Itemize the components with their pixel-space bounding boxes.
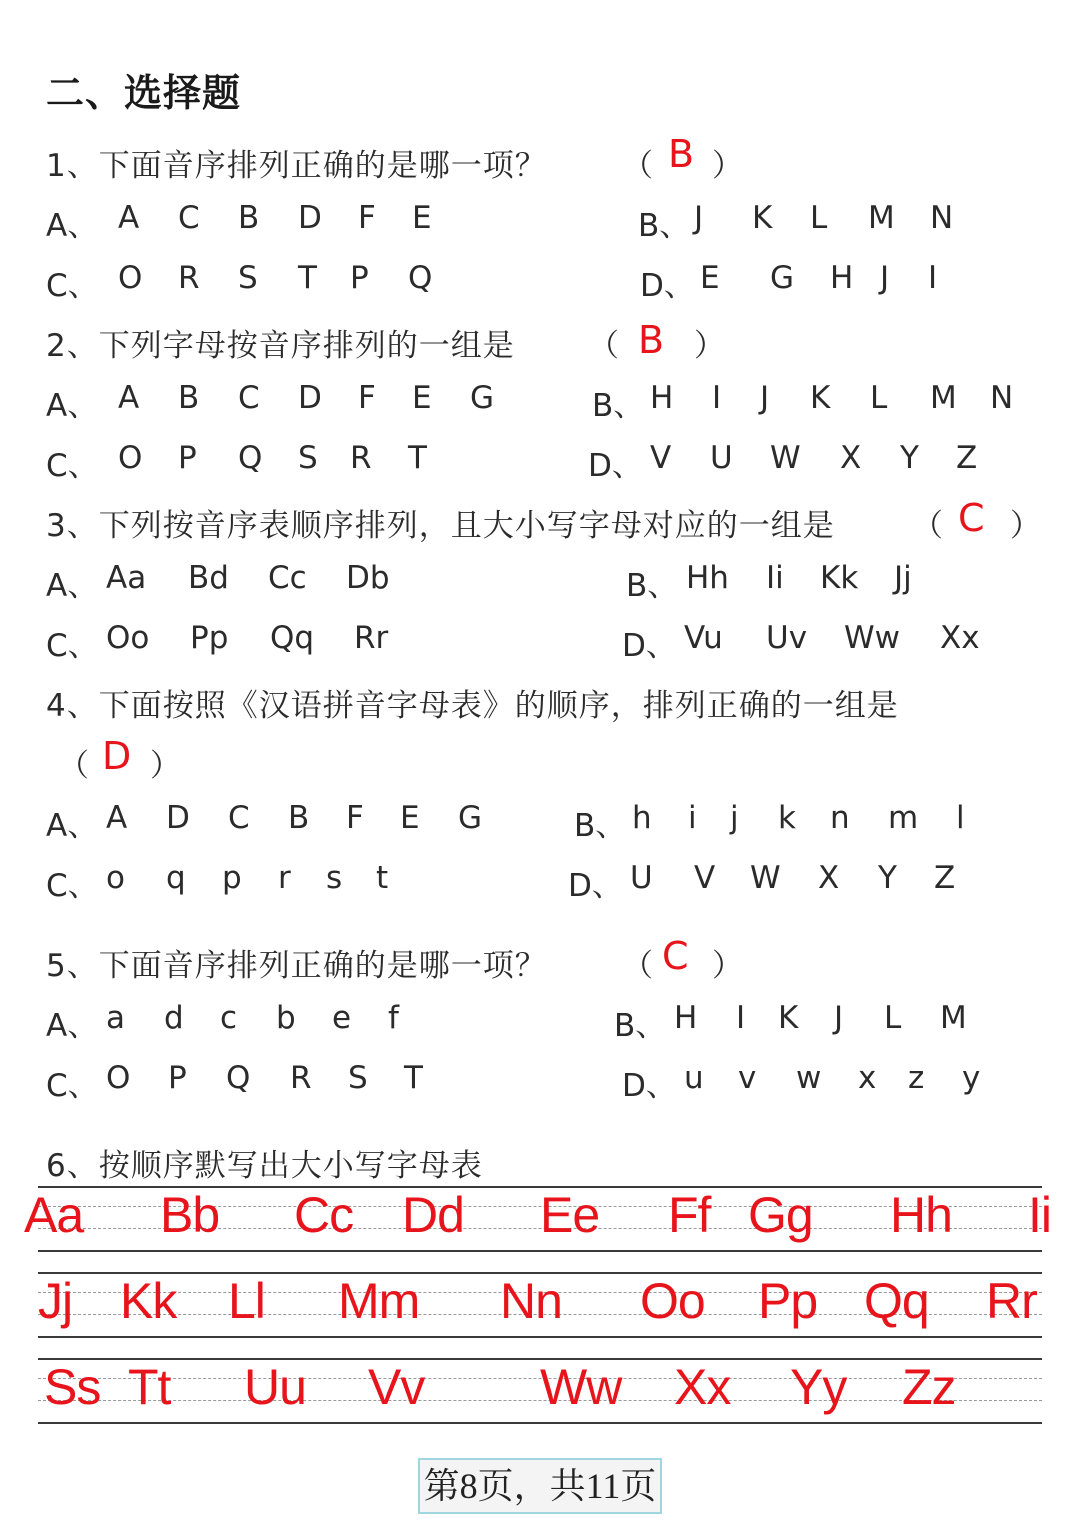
option-letter: v — [738, 1060, 757, 1096]
option-label: C、 — [46, 628, 99, 664]
option-letter: Y — [878, 860, 897, 896]
alphabet-pair: Xx — [674, 1359, 731, 1415]
alphabet-pair: Rr — [986, 1273, 1037, 1329]
question-6-stem: 6、按顺序默写出大小写字母表 — [46, 1148, 483, 1184]
option-letter: N — [930, 200, 954, 236]
option-letter: C — [238, 380, 260, 416]
option-letter: F — [346, 800, 364, 836]
option-label: B、 — [614, 1008, 667, 1044]
option-label: A、 — [46, 808, 99, 844]
answer-mark: B — [638, 318, 665, 362]
answer-mark: C — [958, 496, 985, 540]
option-letter: j — [730, 800, 739, 836]
alphabet-pair: Hh — [890, 1187, 952, 1243]
option-letter: G — [770, 260, 795, 296]
option-letter: V — [694, 860, 716, 896]
option-letter: B — [238, 200, 260, 236]
option-letter: u — [684, 1060, 704, 1096]
option-letter: n — [830, 800, 850, 836]
alphabet-pair: Qq — [864, 1273, 929, 1329]
alphabet-pair: Zz — [902, 1359, 956, 1415]
option-letter: A — [118, 380, 140, 416]
answer-mark: B — [668, 132, 695, 176]
alphabet-pair: Jj — [38, 1273, 73, 1329]
answer-mark: C — [662, 934, 689, 978]
option-letter: R — [178, 260, 200, 296]
option-label: D、 — [622, 1068, 677, 1104]
option-label: D、 — [568, 868, 623, 904]
option-letter: l — [956, 800, 965, 836]
option-letter: p — [222, 860, 242, 896]
option-letter: U — [630, 860, 653, 896]
option-letter: T — [408, 440, 427, 476]
option-label: B、 — [626, 568, 679, 604]
option-letter: Kk — [820, 560, 859, 596]
question-stem: 4、下面按照《汉语拼音字母表》的顺序，排列正确的一组是 — [46, 688, 899, 724]
answer-mark: D — [102, 734, 132, 778]
option-letter: Z — [956, 440, 978, 476]
paren-open: （ — [588, 328, 619, 364]
option-letter: E — [400, 800, 420, 836]
option-letter: L — [810, 200, 828, 236]
option-letter: G — [470, 380, 495, 416]
option-letter: Ww — [844, 620, 901, 656]
option-letter: K — [752, 200, 773, 236]
option-letter: Aa — [106, 560, 147, 596]
option-letter: V — [650, 440, 672, 476]
page-footer: 第8页，共11页 — [418, 1458, 662, 1514]
option-letter: J — [694, 200, 704, 236]
option-label: C、 — [46, 268, 99, 304]
alphabet-pair: Uu — [244, 1359, 306, 1415]
option-letter: F — [358, 200, 376, 236]
alphabet-pair: Mm — [338, 1273, 420, 1329]
option-letter: Q — [238, 440, 263, 476]
option-letter: Cc — [268, 560, 307, 596]
alphabet-pair: Ll — [228, 1273, 265, 1329]
option-letter: Q — [408, 260, 433, 296]
option-letter: F — [358, 380, 376, 416]
option-label: C、 — [46, 448, 99, 484]
option-label: B、 — [574, 808, 627, 844]
option-letter: H — [650, 380, 674, 416]
option-letter: Z — [934, 860, 956, 896]
paren-close: ） — [694, 328, 725, 364]
alphabet-pair: Aa — [24, 1187, 84, 1243]
option-b — [0, 200, 1080, 244]
option-letter: b — [276, 1000, 296, 1036]
option-letter: B — [178, 380, 200, 416]
alphabet-pair: Yy — [790, 1359, 847, 1415]
option-letter: Q — [226, 1060, 251, 1096]
option-letter: X — [818, 860, 840, 896]
alphabet-pair: Pp — [758, 1273, 818, 1329]
alphabet-writing-area — [24, 1186, 1051, 1426]
option-letter: H — [830, 260, 854, 296]
option-letter: N — [990, 380, 1014, 416]
option-letter: z — [908, 1060, 925, 1096]
option-letter: T — [298, 260, 317, 296]
option-b — [0, 1000, 1080, 1044]
option-label: D、 — [640, 268, 695, 304]
option-letter: R — [290, 1060, 312, 1096]
option-label: A、 — [46, 568, 99, 604]
alphabet-pair: Tt — [128, 1359, 171, 1415]
option-letter: q — [166, 860, 186, 896]
option-d — [0, 620, 1080, 664]
option-letter: w — [796, 1060, 822, 1096]
option-letter: Bd — [188, 560, 229, 596]
option-letter: B — [288, 800, 310, 836]
option-letter: K — [810, 380, 831, 416]
option-letter: O — [106, 1060, 131, 1096]
option-letter: r — [278, 860, 291, 896]
option-letter: J — [834, 1000, 844, 1036]
paren-open: （ — [58, 748, 89, 784]
option-letter: x — [858, 1060, 877, 1096]
option-letter: h — [632, 800, 652, 836]
option-letter: Hh — [686, 560, 729, 596]
option-label: A、 — [46, 1008, 99, 1044]
option-d — [0, 440, 1080, 484]
option-letter: t — [376, 860, 389, 896]
option-letter: D — [166, 800, 190, 836]
alphabet-pair: Dd — [402, 1187, 464, 1243]
option-letter: D — [298, 200, 322, 236]
alphabet-pair: Ii — [1028, 1187, 1051, 1243]
alphabet-pair: Gg — [748, 1187, 813, 1243]
option-letter: A — [118, 200, 140, 236]
alphabet-pair: Cc — [294, 1187, 354, 1243]
option-letter: S — [298, 440, 318, 476]
option-letter: O — [118, 440, 143, 476]
option-letter: R — [350, 440, 372, 476]
option-d — [0, 1060, 1080, 1104]
option-letter: f — [388, 1000, 399, 1036]
option-b — [0, 560, 1080, 604]
option-letter: H — [674, 1000, 698, 1036]
alphabet-pair: Bb — [160, 1187, 220, 1243]
alphabet-pair: Kk — [120, 1273, 177, 1329]
option-label: D、 — [622, 628, 677, 664]
option-letter: I — [736, 1000, 746, 1036]
option-letter: U — [710, 440, 733, 476]
option-label: B、 — [592, 388, 645, 424]
alphabet-pair: Oo — [640, 1273, 705, 1329]
option-label: C、 — [46, 1068, 99, 1104]
alphabet-pair: Ee — [540, 1187, 600, 1243]
option-letter: S — [238, 260, 258, 296]
option-letter: G — [458, 800, 483, 836]
option-letter: J — [880, 260, 890, 296]
option-letter: o — [106, 860, 125, 896]
option-letter: m — [888, 800, 919, 836]
option-letter: Vu — [684, 620, 723, 656]
option-letter: A — [106, 800, 128, 836]
option-letter: Pp — [190, 620, 229, 656]
question-stem: 2、下列字母按音序排列的一组是 — [46, 328, 515, 364]
option-label: D、 — [588, 448, 643, 484]
option-letter: Ii — [766, 560, 784, 596]
alphabet-pair: Ff — [668, 1187, 711, 1243]
option-letter: J — [760, 380, 770, 416]
question-stem: 3、下列按音序表顺序排列，且大小写字母对应的一组是 — [46, 508, 835, 544]
option-letter: M — [930, 380, 957, 416]
option-letter: W — [770, 440, 801, 476]
option-letter: X — [840, 440, 862, 476]
section-title: 二、选择题 — [46, 71, 242, 115]
option-letter: S — [348, 1060, 368, 1096]
option-letter: c — [220, 1000, 238, 1036]
option-letter: P — [350, 260, 369, 296]
option-letter: P — [168, 1060, 187, 1096]
paren-close: ） — [712, 148, 743, 184]
option-letter: C — [228, 800, 250, 836]
option-label: A、 — [46, 208, 99, 244]
option-letter: I — [928, 260, 938, 296]
paren-open: （ — [622, 148, 653, 184]
option-letter: D — [298, 380, 322, 416]
question-stem: 1、下面音序排列正确的是哪一项？ — [46, 148, 547, 184]
option-letter: Qq — [270, 620, 315, 656]
option-letter: O — [118, 260, 143, 296]
option-label: B、 — [638, 208, 691, 244]
option-letter: Oo — [106, 620, 150, 656]
option-letter: K — [778, 1000, 799, 1036]
option-label: C、 — [46, 868, 99, 904]
option-letter: Uv — [766, 620, 808, 656]
option-d — [0, 860, 1080, 904]
paren-open: （ — [622, 948, 653, 984]
option-letter: E — [412, 380, 432, 416]
option-letter: Rr — [354, 620, 389, 656]
option-d — [0, 260, 1080, 304]
alphabet-pair: Vv — [368, 1359, 425, 1415]
question-stem: 5、下面音序排列正确的是哪一项？ — [46, 948, 547, 984]
option-letter: L — [884, 1000, 902, 1036]
paren-close: ） — [1010, 508, 1041, 544]
option-letter: C — [178, 200, 200, 236]
option-letter: Xx — [940, 620, 980, 656]
alphabet-pair: Ww — [540, 1359, 622, 1415]
paren-close: ） — [712, 948, 743, 984]
option-letter: e — [332, 1000, 352, 1036]
option-letter: s — [326, 860, 343, 896]
alphabet-pair: Nn — [500, 1273, 562, 1329]
option-letter: Jj — [894, 560, 912, 596]
paren-close: ） — [150, 748, 181, 784]
option-letter: Y — [900, 440, 919, 476]
option-letter: L — [870, 380, 888, 416]
option-letter: Db — [346, 560, 390, 596]
option-b — [0, 380, 1080, 424]
option-letter: P — [178, 440, 197, 476]
option-letter: i — [688, 800, 697, 836]
option-letter: y — [962, 1060, 981, 1096]
option-letter: W — [750, 860, 781, 896]
option-letter: E — [700, 260, 720, 296]
option-b — [0, 800, 1080, 844]
option-letter: M — [940, 1000, 967, 1036]
option-letter: T — [404, 1060, 423, 1096]
option-letter: a — [106, 1000, 125, 1036]
option-label: A、 — [46, 388, 99, 424]
option-letter: k — [778, 800, 796, 836]
paren-open: （ — [912, 508, 943, 544]
option-letter: M — [868, 200, 895, 236]
option-letter: d — [164, 1000, 184, 1036]
option-letter: E — [412, 200, 432, 236]
alphabet-pair: Ss — [44, 1359, 101, 1415]
option-letter: I — [712, 380, 722, 416]
